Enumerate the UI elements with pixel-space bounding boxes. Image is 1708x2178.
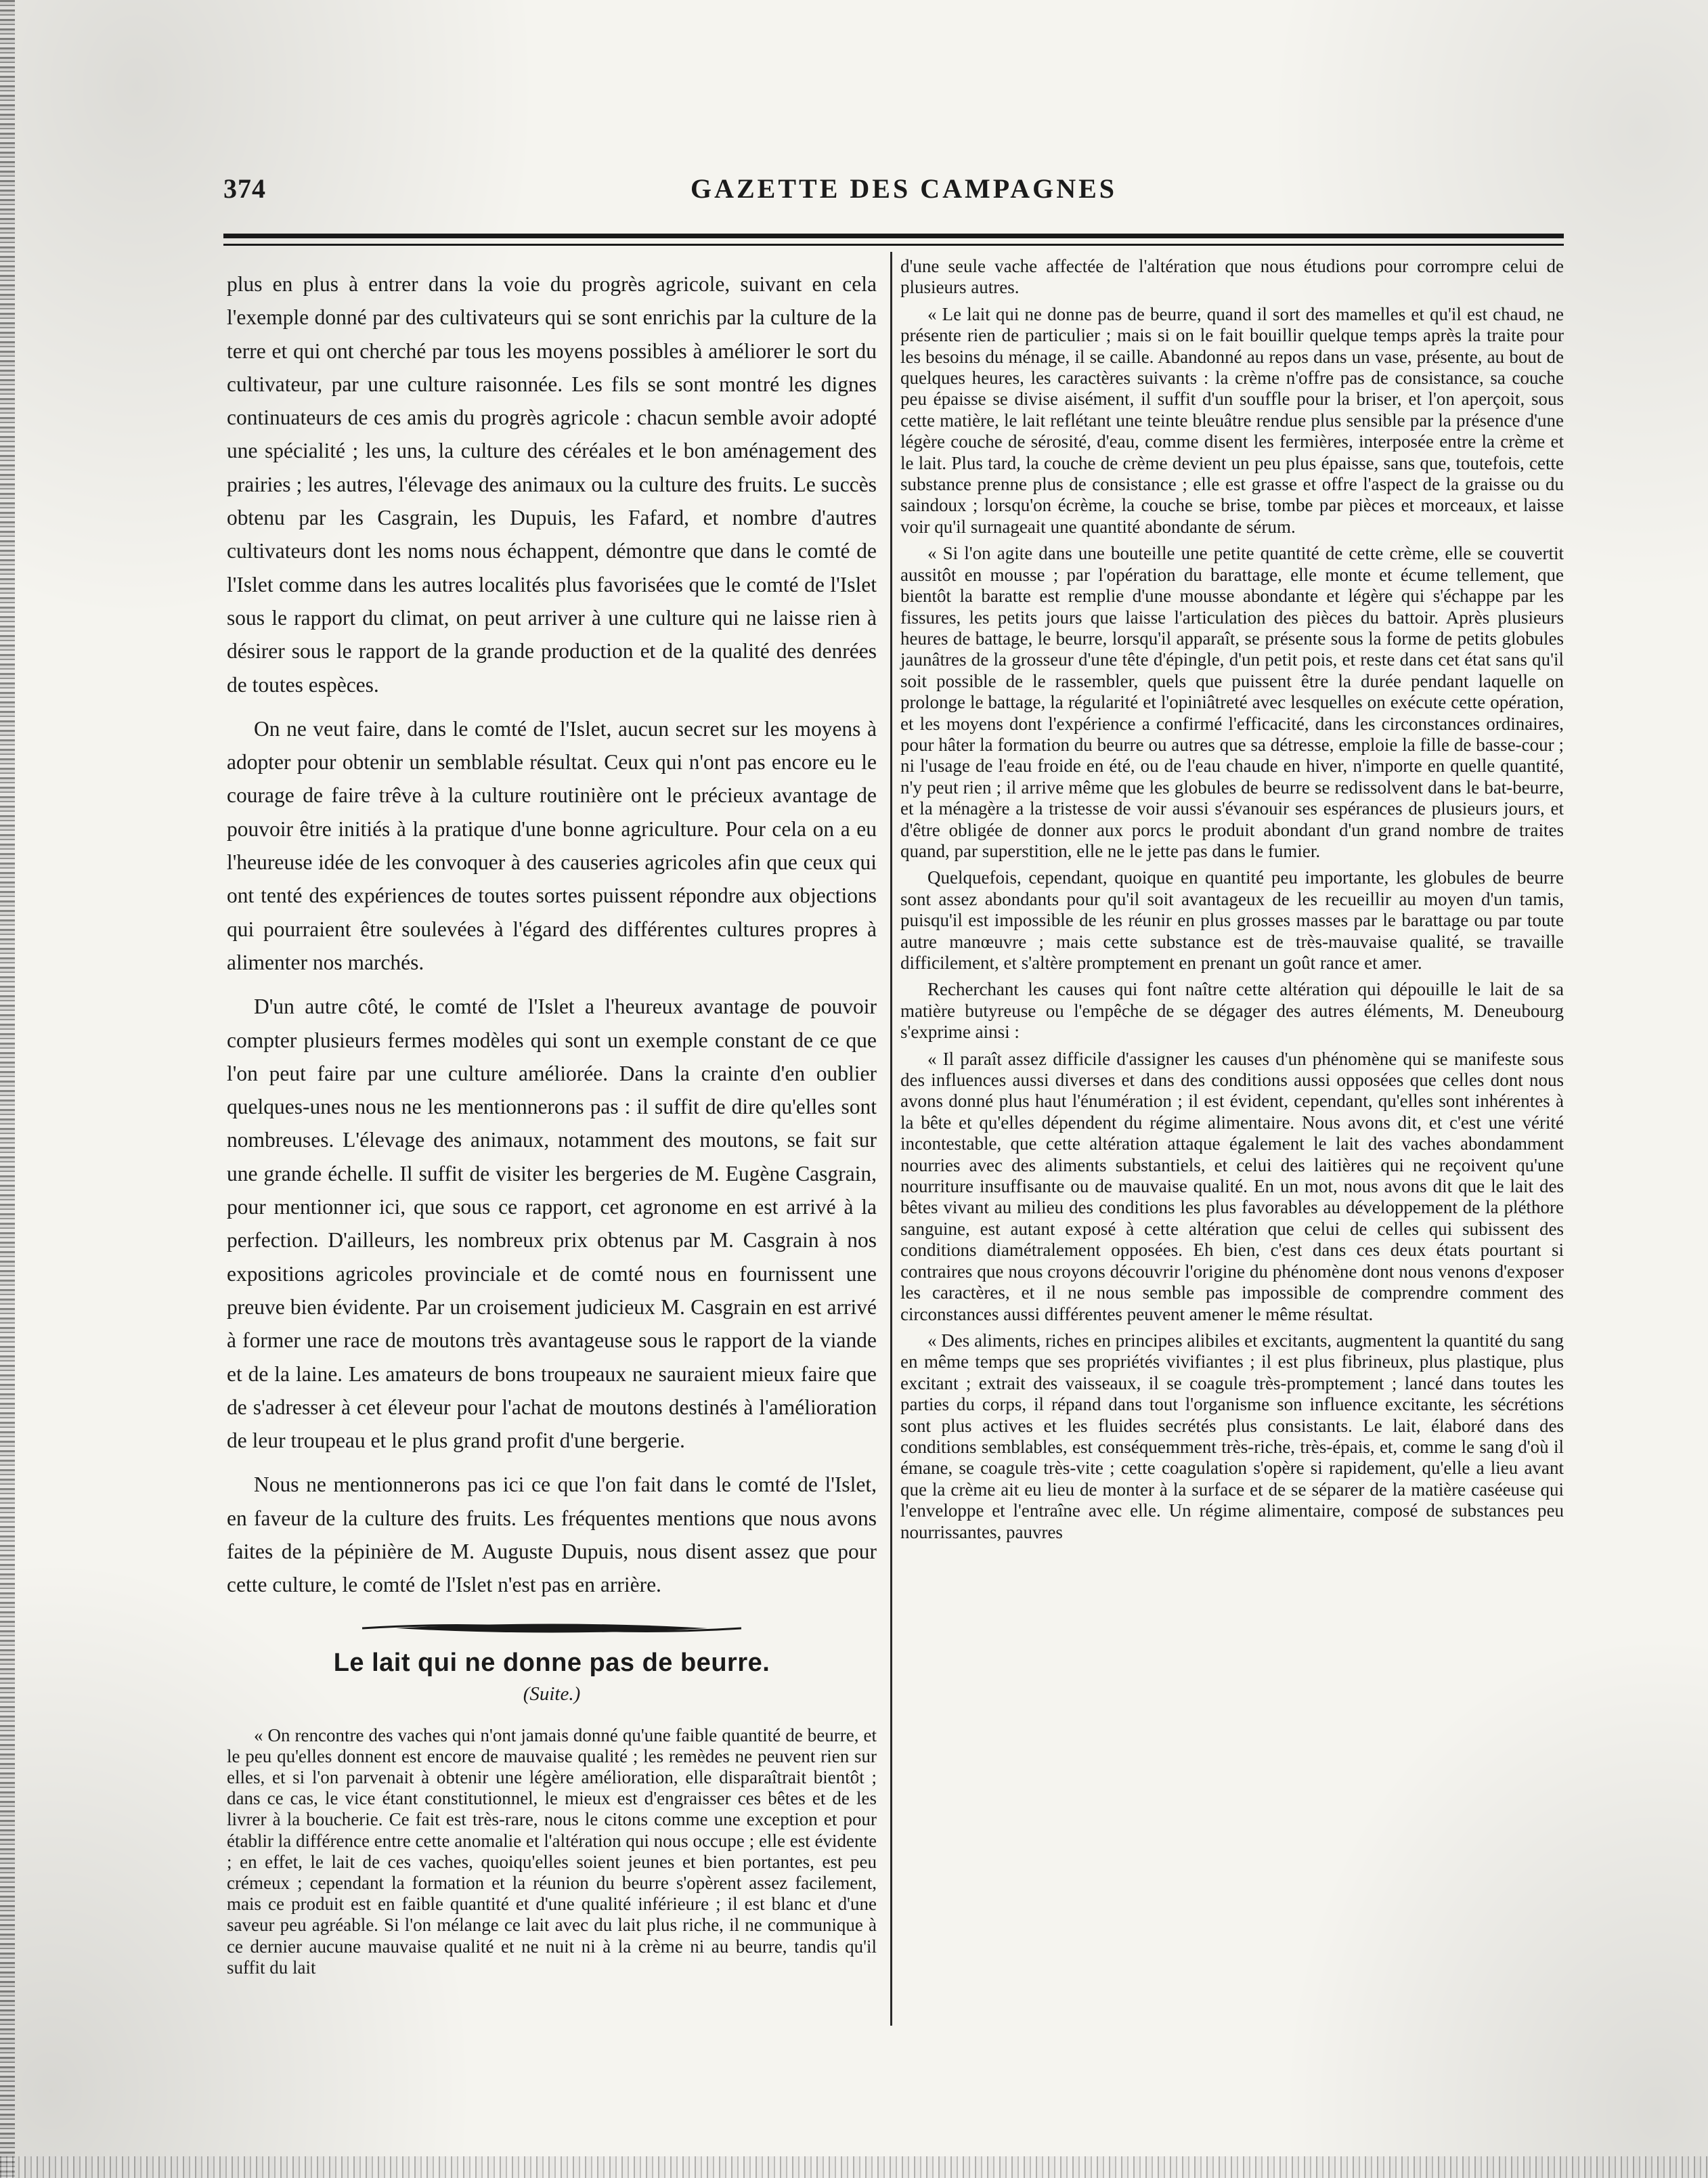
left-paragraph-1: plus en plus à entrer dans la voie du progrès agricole, suivant en cela l'exemple donné par des cultivateurs qui se sont enrichis par la culture de la terre et qui ont cherché par tous les moyens possibles à améliorer le sort du cultivateur, par une culture raisonnée. Les fils se sont montré les dignes continuateurs de ces amis du progrès agricole : chacun semble avoir adopté une spécialité ; les uns, la culture des céréales et le bon aménagement des prairies ; les autres, l'élevage des animaux ou la culture des fruits. Le succès obtenu par les Casgrain, les Dupuis, les Fafard, et nombre d'autres cultivateurs dont les noms nous échappent, démontre que dans le comté de l'Islet comme dans les autres localités plus favorisées que le comté de l'Islet sous le rapport du climat, on peut arriver à une culture qui ne laisse rien à désirer sous le rapport de la grande production et de la qualité des denrées de toutes espèces. <box>227 272 877 697</box>
right-paragraph-6: « Il paraît assez difficile d'assigner les causes d'un phénomène qui se manifeste sous des influences aussi diverses et dans des conditions aussi opposées que celles dont nous avons donné plus haut l'énumération ; il est évident, cependant, qu'elles sont inhérentes à la bête et qu'elles dépendent du régime alimentaire. Nous avons dit, et c'est une vérité incontestable, que cette altération attaque également le lait des vaches abondamment nourries avec des aliments substantiels, et celui des laitières qui ne reçoivent qu'une nourriture insuffisante ou de mauvaise qualité. En un mot, nous avons dit que le lait des bêtes vivant au milieu des conditions les plus favorables au développement de la pléthore sanguine, est autant exposé à cette altération que celui de celles qui subissent des conditions diamétralement opposées. Eh bien, c'est dans ces deux états pourtant si contraires que nous croyons découvrir l'origine du phénomène dont nous venons d'exposer les caractères, et il ne nous semble pas impossible de comprendre comment des circonstances aussi différentes peuvent amener le même résultat. <box>900 1048 1564 1324</box>
right-paragraph-7: « Des aliments, riches en principes alibiles et excitants, augmentent la quantité du sang en même temps que ses propriétés vivifiantes ; il est plus fibrineux, plus plastique, plus excitant ; extrait des vaisseaux, il se coagule très-promptement ; lancé dans toutes les parties du corps, il répand dans tout l'organisme son influence excitante, les sécrétions sont plus actives et les fluides secrétés plus consistants. Le lait, élaboré dans des conditions semblables, est conséquemment très-riche, très-épais, et, comme le sang d'où il émane, se coagule très-vite ; cette coagulation s'opère si rapidement, qu'elle a lieu avant que la crème ait eu lieu de monter à la surface et de se séparer de la matière caséeuse qui l'enveloppe et l'entraîne avec elle. Un régime alimentaire, composé de substances peu nourrissantes, pauvres <box>900 1330 1564 1542</box>
right-paragraph-2: « Le lait qui ne donne pas de beurre, quand il sort des mamelles et qu'il est chaud, ne présente rien de particulier ; mais si on le fait bouillir quelque temps après la traite pour les besoins du ménage, il se caille. Abandonné au repos dans un vase, présente, au bout de quelques heures, les caractères suivants : la crème n'offre pas de consistance, sa couche peu épaisse se divise aisément, il suffit d'un souffle pour la briser, et l'on aperçoit, sous cette matière, le lait reflétant une teinte bleuâtre rendue plus sensible par la présence d'une légère couche de sérosité, d'eau, comme disent les fermières, interposée entre la crème et le lait. Plus tard, la couche de crème devient un peu plus épaisse, sans que, toutefois, cette substance prenne plus de consistance ; elle est grasse et offre l'aspect de la graisse ou du saindoux ; lorsqu'on écrème, la couche se brise, tombe par pièces et morceaux, et laisse voir qu'il surnageait une quantité abondante de sérum. <box>900 303 1564 537</box>
right-paragraph-3: « Si l'on agite dans une bouteille une petite quantité de cette crème, elle se couvertit aussitôt en mousse ; par l'opération du barattage, elle monte et écume tellement, que bientôt la baratte est remplie d'une mousse abondante et légère qui s'échappe par les fissures, les petits jours que laisse l'articulation des pièces du battoir. Après plusieurs heures de battage, le beurre, lorsqu'il apparaît, se présente sous la forme de petits globules jaunâtres de la grosseur d'une tête d'épingle, d'un petit pois, et reste dans cet état sans qu'il soit possible de le rassembler, quels que puissent être la durée pendant laquelle on prolonge le battage, la régularité et l'opiniâtreté avec lesquelles on exécute cette opération, et les moyens dont l'expérience a confirmé l'efficacité, dans les circonstances ordinaires, pour hâter la formation du beurre ou autres que sa détresse, emploie la fille de basse-cour ; ni l'usage de l'eau froide en été, ou de l'eau chaude en hiver, n'importe en quelle quantité, n'y peut rien ; il arrive même que les globules de beurre se redissolvent dans le bat-beurre, et la ménagère a la tristesse de voir aussi s'évanouir ses espérances de plusieurs jours, et d'être obligée de donner aux porcs le produit abondant d'un grand nombre de traites quand, par superstition, elle ne le jette pas dans le fumier. <box>900 543 1564 861</box>
article-lait <box>227 1648 877 1978</box>
article-subtitle: (Suite.) <box>523 1682 581 1705</box>
right-paragraph-4: Quelquefois, cependant, quoique en quantité peu importante, les globules de beurre sont assez abondants pour qu'il soit avantageux de les recueillir au moyen d'un tamis, puisqu'il est impossible de les réunir en plus grosses masses par le barattage ou par toute autre manœuvre ; mais cette substance est de très-mauvaise qualité, se travaille difficilement, et s'altère promptement en prenant un goût rance et amer. <box>900 867 1564 973</box>
left-paragraph-3: D'un autre côté, le comté de l'Islet a l'heureux avantage de pouvoir compter plusieurs fermes modèles qui sont un exemple constant de ce que l'on peut faire par une culture améliorée. Dans la crainte d'en oublier quelques-unes nous ne les mentionnerons pas : il suffit de dire qu'elles sont nombreuses. L'élevage des animaux, notamment des moutons, se fait sur une grande échelle. Il suffit de visiter les bergeries de M. Eugène Casgrain, pour mentionner ici, que sous ce rapport, cet agronome en est arrivé à la perfection. D'ailleurs, les nombreux prix obtenus par M. Casgrain à nos expositions agricoles provinciale et de comté nous en fournissent une preuve bien évidente. Par un croisement judicieux M. Casgrain en est arrivé à former une race de moutons très avantageuse sous le rapport de la viande et de la laine. Les amateurs de bons troupeaux ne sauraient mieux faire que de s'adresser à cet éleveur pour l'achat de moutons destinés à l'amélioration de leur troupeau et le plus grand profit d'une bergerie. <box>227 995 877 1453</box>
left-paragraph-2: On ne veut faire, dans le comté de l'Islet, aucun secret sur les moyens à adopter pour obtenir un semblable résultat. Ceux qui n'ont pas encore eu le courage de faire trêve à la culture routinière ont le précieux avantage de pouvoir être initiés à la pratique d'une bonne agriculture. Pour cela on a eu l'heureuse idée de les convoquer à des causeries agricoles afin que ceux qui ont tenté des expériences de toutes sortes puissent répondre aux objections qui pourraient être soulevées à l'égard des différentes cultures propres à alimenter nos marchés. <box>227 716 877 974</box>
right-paragraph-5: Recherchant les causes qui font naître cette altération qui dépouille le lait de sa matière butyreuse ou l'empêche de se dégager des autres éléments, M. Deneubourg s'exprime ainsi : <box>900 979 1564 1043</box>
right-column <box>900 256 1564 1543</box>
scan-edge-left <box>0 0 15 2178</box>
publication-title: GAZETTE DES CAMPAGNES <box>691 173 1118 204</box>
page-number: 374 <box>223 173 266 204</box>
header-rule-thick <box>223 234 1564 238</box>
section-ornament <box>355 1621 748 1636</box>
header-rule-thin <box>223 244 1564 246</box>
left-paragraph-4: Nous ne mentionnerons pas ici ce que l'on fait dans le comté de l'Islet, en faveur de la culture des fruits. Les fréquentes mentions que nous avons faites de la pépinière de M. Auguste Dupuis, nous disent assez que pour cette culture, le comté de l'Islet n'est pas en arrière. <box>227 1473 877 1597</box>
scan-edge-bottom <box>0 2156 1708 2178</box>
page-header <box>223 173 1564 213</box>
left-column <box>227 267 877 1978</box>
right-paragraph-1: d'une seule vache affectée de l'altération que nous étudions pour corrompre celui de plusieurs autres. <box>900 256 1564 298</box>
article-paragraph-1: « On rencontre des vaches qui n'ont jamais donné qu'une faible quantité de beurre, et le peu qu'elles donnent est encore de mauvaise qualité ; les remèdes ne peuvent rien sur elles, et si l'on parvenait à obtenir une légère amélioration, elle disparaîtrait bientôt ; dans ce cas, le vice étant constitutionnel, le mieux est d'engraisser ces bêtes et de les livrer à la boucherie. Ce fait est très-rare, nous le citons comme une exception et pour établir la différence entre cette anomalie et l'altération qui nous occupe ; elle est évidente ; en effet, le lait de ces vaches, quoiqu'elles soient jeunes et bien portantes, est peu crémeux ; cependant la formation et la réunion du beurre s'opèrent assez facilement, mais ce produit est en faible quantité et d'une qualité inférieure ; il est blanc et d'une saveur peu agréable. Si l'on mélange ce lait avec du lait plus riche, il ne communique à ce dernier aucune mauvaise qualité et ne nuit ni à la crème ni au beurre, tandis qu'il suffit du lait <box>227 1724 877 1978</box>
article-title: Le lait qui ne donne pas de beurre. <box>333 1648 770 1677</box>
column-divider <box>890 252 892 2026</box>
